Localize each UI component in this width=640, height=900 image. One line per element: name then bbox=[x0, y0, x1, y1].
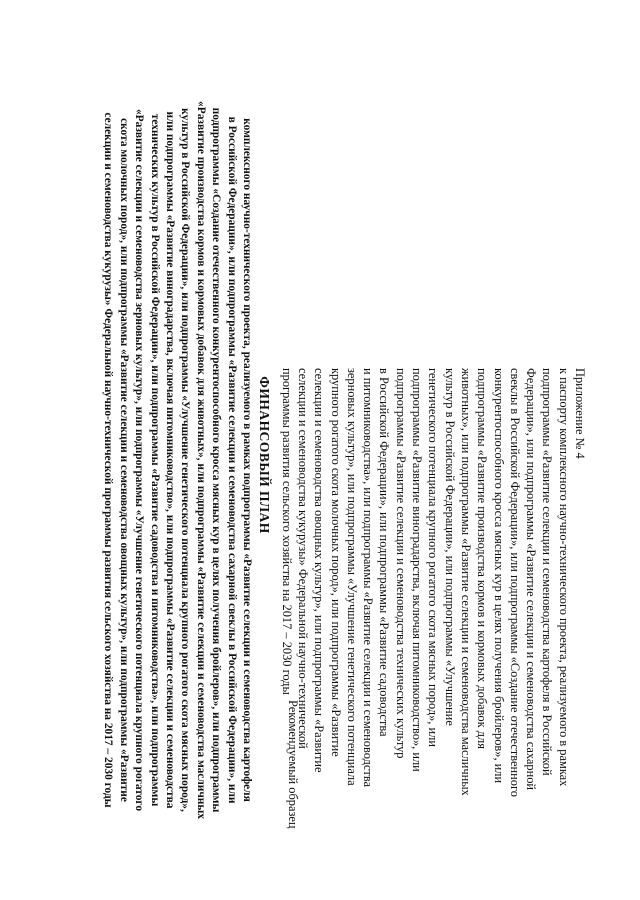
appendix-line: селекции и семеноводства овощных культур», или подпрограммы «Развитие bbox=[312, 368, 327, 773]
recommended-sample-label: Рекомендуемый образец bbox=[286, 700, 300, 829]
appendix-line: селекции и семеноводства кукурузы» Федеральной научно-технической bbox=[295, 368, 310, 749]
appendix-line: генетического потенциала крупного рогатого скота мясных пород», или bbox=[426, 368, 441, 747]
appendix-line: подпрограммы «Развитие селекции и семеноводства технических культур bbox=[393, 368, 408, 759]
appendix-header bbox=[278, 368, 588, 868]
appendix-line: Приложение № 4 bbox=[573, 368, 587, 459]
plan-title: ФИНАНСОВЫЙ ПЛАН bbox=[257, 376, 272, 534]
appendix-line: подпрограммы «Развитие виноградарства, включая питомниководство», или bbox=[410, 368, 425, 772]
plan-line: в Российской Федерации», или подпрограммы «Развитие селекции и семеноводства сахарной свеклы в Российской Федерации», или bbox=[225, 116, 238, 804]
plan-line: селекции и семеноводства кукурузы» Федеральной научно-технической программы развития сельского хозяйства на 2017 – 2030 годы bbox=[102, 112, 115, 808]
plan-description bbox=[100, 40, 254, 880]
appendix-line: Федерации», или подпрограммы «Развитие селекции и семеноводства сахарной bbox=[524, 368, 539, 791]
appendix-line: в Российской Федерации», или подпрограммы «Развитие садоводства bbox=[377, 368, 392, 737]
appendix-line: зерновых культур», или подпрограммы «Улучшение генетического потенциала bbox=[344, 368, 359, 786]
appendix-line: подпрограммы «Развитие селекции и семеноводства картофеля в Российской bbox=[540, 368, 555, 776]
plan-line: технических культур в Российской Федерации», или подпрограммы «Развитие садоводства и питомниководства», или подпрограммы bbox=[148, 113, 161, 807]
appendix-line: свеклы в Российской Федерации», или подпрограммы «Создание отечественного bbox=[507, 368, 522, 797]
appendix-line: животных», или подпрограммы «Развитие селекции и семеноводства масличных bbox=[458, 368, 473, 796]
appendix-line: подпрограммы «Развитие производства кормов и кормовых добавок для bbox=[475, 368, 490, 749]
appendix-line: программы развития сельского хозяйства на 2017 – 2030 годы bbox=[279, 368, 294, 695]
plan-line: «Развитие селекции и семеноводства зерновых культур», или подпрограммы «Улучшение генетического потенциала крупного рогатого bbox=[133, 108, 146, 812]
appendix-line: крупного рогатого скота молочных пород», или подпрограммы «Развитие bbox=[328, 368, 343, 757]
plan-line: скота молочных пород», или подпрограммы «Развитие селекции и семеноводства овощных культур», или подпрограммы «Развитие bbox=[117, 118, 130, 802]
plan-line: культур в Российской Федерации», или подпрограммы «Улучшение генетического потенциала крупного рогатого скота мясных пород», bbox=[179, 108, 192, 812]
plan-line: подпрограммы «Создание отечественного конкурентоспособного кросса мясных кур в целях получения бройлеров», или подпрограммы bbox=[210, 107, 223, 813]
appendix-line: конкурентоспособного кросса мясных кур в целях получения бройлеров», или bbox=[491, 368, 506, 784]
plan-line: комплексного научно-технического проекта, реализуемого в рамках подпрограммы «Развитие селекции и семеноводства картофеля bbox=[241, 118, 253, 802]
appendix-line: к паспорту комплексного научно-технического проекта, реализуемого в рамках bbox=[556, 368, 571, 787]
appendix-line: культур в Российской Федерации», или подпрограммы «Улучшение bbox=[442, 368, 457, 726]
appendix-line: и питомниководства», или подпрограммы «Развитие селекции и семеноводства bbox=[361, 368, 376, 788]
plan-line: или подпрограммы «Развитие виноградарства, включая питомниководство», или подпрограммы «Развитие селекции и семеноводства bbox=[163, 111, 176, 809]
plan-line: «Развитие производства кормов и кормовых добавок для животных», или подпрограммы «Развитие селекции и семеноводства масличных bbox=[194, 101, 207, 819]
